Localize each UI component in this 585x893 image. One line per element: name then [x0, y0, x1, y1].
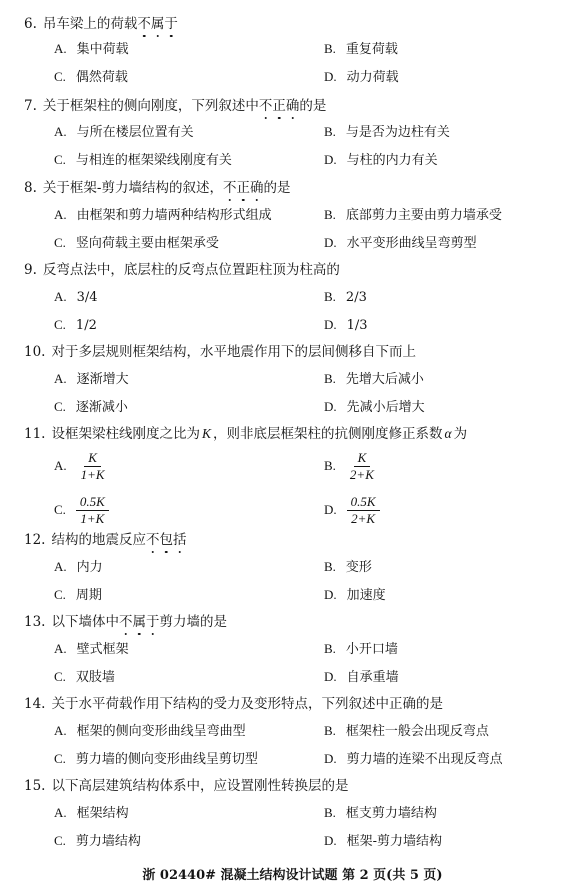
- question-text: 剪力墙的是: [159, 614, 227, 630]
- option-7-a[interactable]: [54, 122, 194, 143]
- option-9-c[interactable]: [54, 315, 97, 336]
- option-text: 小开口墙: [345, 642, 398, 657]
- question-text: α: [444, 426, 452, 441]
- option-letter: C.: [54, 399, 66, 414]
- option-text: 剪力墙结构: [75, 834, 141, 849]
- option-7-c[interactable]: [54, 150, 232, 171]
- option-6-c[interactable]: [54, 67, 128, 88]
- question-text: 设框架梁柱线刚度之比为: [51, 426, 200, 442]
- option-text: 与柱的内力有关: [346, 153, 438, 168]
- question-text: 关于水平荷载作用下结构的受力及变形特点，下列叙述中正确的是: [51, 696, 443, 712]
- fraction: [347, 494, 380, 527]
- option-9-d[interactable]: [324, 315, 368, 336]
- question-text: 对于多层规则框架结构，水平地震作用下的层间侧移自下而上: [51, 344, 416, 360]
- question-6: [24, 14, 178, 34]
- option-text: 变形: [345, 560, 372, 575]
- question-number: 12.: [24, 532, 46, 548]
- option-text: 内力: [76, 560, 103, 575]
- option-text: 重复荷载: [345, 42, 398, 57]
- option-13-d[interactable]: [324, 667, 399, 688]
- question-text: 关于框架-剪力墙结构的叙述，: [42, 180, 223, 196]
- option-10-b[interactable]: [324, 369, 424, 390]
- option-10-d[interactable]: [324, 397, 425, 418]
- option-letter: C.: [54, 69, 66, 84]
- option-14-c[interactable]: [54, 749, 258, 770]
- option-13-a[interactable]: [54, 639, 129, 660]
- emphasis-text: 不正确: [258, 98, 300, 114]
- option-14-a[interactable]: [54, 721, 246, 742]
- question-text: 为: [453, 426, 468, 442]
- option-15-c[interactable]: [54, 831, 141, 852]
- question-text: 关于框架柱的侧向刚度，下列叙述中: [42, 98, 259, 114]
- option-letter: C.: [54, 502, 66, 517]
- option-text: 框支剪力墙结构: [345, 806, 437, 821]
- option-letter: B.: [324, 458, 336, 473]
- option-8-d[interactable]: [324, 233, 477, 254]
- option-letter: D.: [324, 152, 337, 167]
- emphasis-text: 不属于: [118, 614, 160, 630]
- option-8-c[interactable]: [54, 233, 219, 254]
- option-letter: B.: [324, 723, 336, 738]
- option-letter: A.: [54, 289, 67, 304]
- option-letter: A.: [54, 41, 67, 56]
- option-letter: B.: [324, 289, 336, 304]
- option-13-b[interactable]: [324, 639, 398, 660]
- question-text: K: [201, 426, 211, 441]
- option-15-a[interactable]: [54, 803, 129, 824]
- option-11-a[interactable]: [54, 448, 109, 485]
- option-12-d[interactable]: [324, 585, 386, 606]
- option-letter: A.: [54, 559, 67, 574]
- option-letter: C.: [54, 152, 66, 167]
- option-7-d[interactable]: [324, 150, 438, 171]
- option-letter: C.: [54, 751, 66, 766]
- option-letter: C.: [54, 317, 66, 332]
- fraction-numerator: K: [354, 450, 371, 467]
- option-letter: D.: [324, 833, 337, 848]
- option-8-b[interactable]: [324, 205, 502, 226]
- question-text: ，则非底层框架柱的抗侧刚度修正系数: [213, 426, 443, 442]
- option-text: 逐渐增大: [76, 372, 129, 387]
- option-12-a[interactable]: [54, 557, 103, 578]
- option-text: 先增大后减小: [345, 372, 424, 387]
- option-9-a[interactable]: [54, 287, 98, 308]
- option-letter: B.: [324, 641, 336, 656]
- option-text: 与是否为边柱有关: [345, 125, 450, 140]
- question-number: 8.: [24, 180, 37, 196]
- option-text: 水平变形曲线呈弯剪型: [346, 236, 477, 251]
- option-letter: B.: [324, 207, 336, 222]
- emphasis-text: 不包括: [145, 532, 187, 548]
- option-text: 自承重墙: [346, 670, 399, 685]
- option-6-d[interactable]: [324, 67, 399, 88]
- question-text: 结构的地震反应: [51, 532, 146, 548]
- question-number: 10.: [24, 344, 46, 360]
- question-text: 以下墙体中: [51, 614, 119, 630]
- question-text: 的是: [263, 180, 291, 196]
- option-letter: A.: [54, 641, 67, 656]
- fraction-denominator: 2+K: [349, 467, 374, 482]
- option-letter: D.: [324, 502, 337, 517]
- option-text: 1/2: [75, 318, 97, 333]
- option-text: 动力荷载: [346, 70, 399, 85]
- option-text: 竖向荷载主要由框架承受: [75, 236, 219, 251]
- option-text: 与所在楼层位置有关: [76, 125, 194, 140]
- question-number: 13.: [24, 614, 46, 630]
- option-text: 底部剪力主要由剪力墙承受: [345, 208, 502, 223]
- question-text: 反弯点法中，底层柱的反弯点位置距柱顶为柱高的: [42, 262, 340, 278]
- option-letter: D.: [324, 587, 337, 602]
- question-number: 15.: [24, 778, 46, 794]
- fraction: [77, 450, 109, 483]
- option-text: 剪力墙的侧向变形曲线呈剪切型: [75, 752, 258, 767]
- question-number: 14.: [24, 696, 46, 712]
- question-text: 以下高层建筑结构体系中，应设置刚性转换层的是: [51, 778, 349, 794]
- option-12-b[interactable]: [324, 557, 372, 578]
- option-text: 集中荷载: [76, 42, 129, 57]
- option-text: 壁式框架: [76, 642, 129, 657]
- question-number: 6.: [24, 16, 37, 32]
- option-text: 框架的侧向变形曲线呈弯曲型: [76, 724, 246, 739]
- option-12-c[interactable]: [54, 585, 102, 606]
- option-text: 先减小后增大: [346, 400, 425, 415]
- option-14-d[interactable]: [324, 749, 503, 770]
- option-text: 框架-剪力墙结构: [346, 834, 443, 849]
- option-letter: A.: [54, 458, 67, 473]
- option-letter: A.: [54, 124, 67, 139]
- fraction-denominator: 1+K: [80, 467, 105, 482]
- option-letter: B.: [324, 559, 336, 574]
- option-text: 双肢墙: [75, 670, 115, 685]
- question-11: [24, 424, 467, 444]
- option-text: 偶然荷载: [75, 70, 128, 85]
- option-10-a[interactable]: [54, 369, 129, 390]
- option-10-c[interactable]: [54, 397, 128, 418]
- fraction-numerator: 0.5K: [347, 494, 380, 511]
- option-text: 3/4: [76, 290, 98, 305]
- option-text: 加速度: [346, 588, 386, 603]
- emphasis-text: 不属于: [137, 16, 178, 32]
- question-7: [24, 96, 326, 116]
- question-8: [24, 178, 290, 198]
- option-letter: D.: [324, 235, 337, 250]
- option-text: 1/3: [346, 318, 368, 333]
- option-letter: C.: [54, 833, 66, 848]
- option-letter: D.: [324, 751, 337, 766]
- option-15-d[interactable]: [324, 831, 442, 852]
- option-text: 2/3: [345, 290, 367, 305]
- question-number: 7.: [24, 98, 37, 114]
- option-letter: C.: [54, 587, 66, 602]
- option-6-b[interactable]: [324, 39, 398, 60]
- question-10: [24, 342, 416, 362]
- option-letter: A.: [54, 723, 67, 738]
- option-letter: B.: [324, 41, 336, 56]
- option-letter: A.: [54, 371, 67, 386]
- option-letter: C.: [54, 669, 66, 684]
- question-12: [24, 530, 186, 550]
- option-9-b[interactable]: [324, 287, 367, 308]
- option-letter: A.: [54, 805, 67, 820]
- fraction-denominator: 2+K: [351, 511, 376, 526]
- option-11-d[interactable]: [324, 492, 380, 529]
- question-15: [24, 776, 348, 796]
- fraction-numerator: 0.5K: [76, 494, 109, 511]
- question-14: [24, 694, 443, 714]
- question-number: 9.: [24, 262, 37, 278]
- option-text: 与相连的框架梁线刚度有关: [75, 153, 232, 168]
- option-letter: D.: [324, 669, 337, 684]
- option-letter: B.: [324, 124, 336, 139]
- option-13-c[interactable]: [54, 667, 115, 688]
- option-letter: D.: [324, 69, 337, 84]
- emphasis-text: 不正确: [222, 180, 264, 196]
- option-letter: D.: [324, 399, 337, 414]
- option-letter: D.: [324, 317, 337, 332]
- option-15-b[interactable]: [324, 803, 437, 824]
- question-text: 吊车梁上的荷载: [42, 16, 138, 32]
- option-14-b[interactable]: [324, 721, 489, 742]
- question-number: 11.: [24, 426, 46, 442]
- question-13: [24, 612, 227, 632]
- option-6-a[interactable]: [54, 39, 129, 60]
- option-11-b[interactable]: [324, 448, 378, 485]
- option-letter: A.: [54, 207, 67, 222]
- option-8-a[interactable]: [54, 205, 272, 226]
- page-footer: 浙 02440# 混凝土结构设计试题 第 2 页(共 5 页): [142, 868, 443, 883]
- fraction-denominator: 1+K: [80, 511, 105, 526]
- question-9: [24, 260, 340, 280]
- option-7-b[interactable]: [324, 122, 450, 143]
- fraction: [76, 494, 109, 527]
- option-text: 框架结构: [76, 806, 129, 821]
- option-text: 框架柱一般会出现反弯点: [345, 724, 489, 739]
- option-text: 周期: [75, 588, 102, 603]
- option-letter: B.: [324, 805, 336, 820]
- question-text: 的是: [299, 98, 327, 114]
- option-letter: B.: [324, 371, 336, 386]
- option-text: 剪力墙的连梁不出现反弯点: [346, 752, 503, 767]
- option-letter: C.: [54, 235, 66, 250]
- fraction-numerator: K: [84, 450, 101, 467]
- option-text: 逐渐减小: [75, 400, 128, 415]
- fraction: [346, 450, 378, 483]
- option-11-c[interactable]: [54, 492, 109, 529]
- option-text: 由框架和剪力墙两种结构形式组成: [76, 208, 272, 223]
